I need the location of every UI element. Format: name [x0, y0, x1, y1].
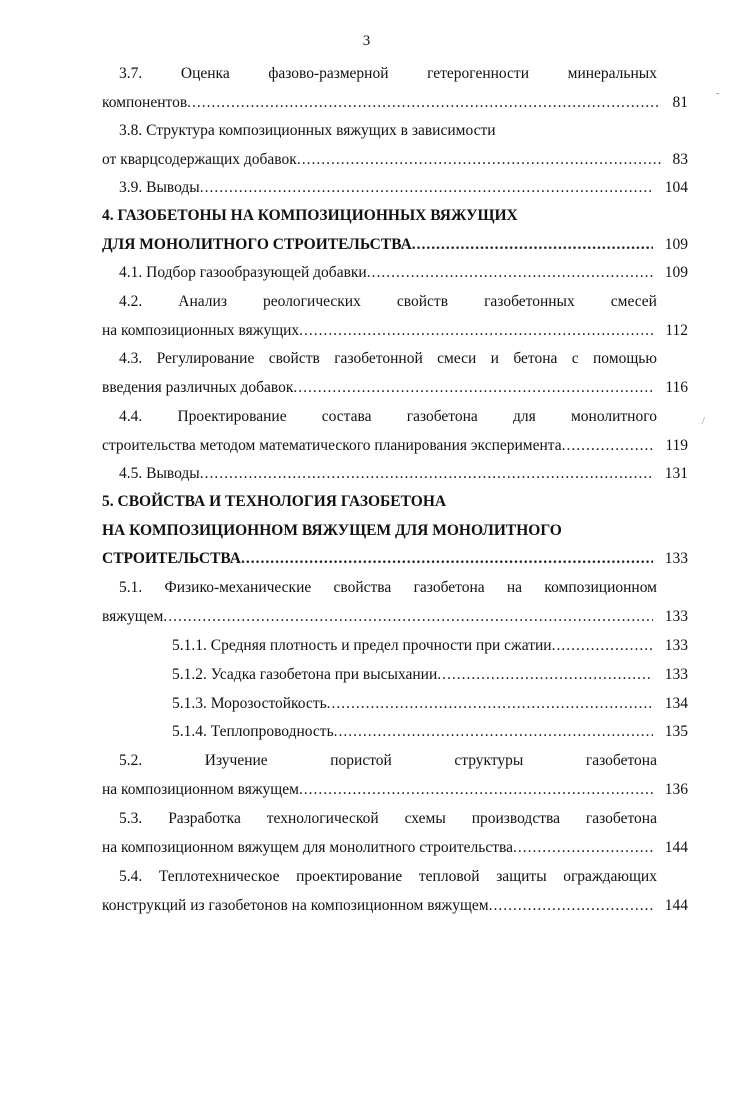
toc-entry-3-7-line2: компонентов ..... 81 — [102, 92, 688, 114]
toc-entry-5-4-line2: конструкций из газобетонов на композиционном вяжущем ..... 144 — [102, 895, 688, 917]
toc-entry-5-1-line2: вяжущем ..... 133 — [102, 606, 688, 628]
page-ref: 135 — [664, 723, 688, 740]
page-ref: 134 — [664, 695, 688, 712]
page-ref: 112 — [665, 322, 688, 339]
toc-entry-5-4-line1: 5.4. Теплотехническое проектирование тепловой защиты ограждающих — [119, 868, 657, 885]
chapter-5-title-line3: СТРОИТЕЛЬСТВА ..... 133 — [102, 548, 688, 570]
chapter-5-title-line1: 5. СВОЙСТВА И ТЕХНОЛОГИЯ ГАЗОБЕТОНА — [102, 493, 447, 510]
toc-entry-4-2-line2: на композиционных вяжущих ..... 112 — [102, 320, 688, 342]
page-ref: 116 — [665, 379, 688, 396]
toc-entry-5-3-line2: на композиционном вяжущем для монолитного строительства ..... 144 — [102, 837, 688, 859]
toc-entry-3-8-line1: 3.8. Структура композиционных вяжущих в зависимости — [119, 122, 496, 139]
page-ref: 119 — [665, 437, 688, 454]
chapter-4-title-line1: 4. ГАЗОБЕТОНЫ НА КОМПОЗИЦИОННЫХ ВЯЖУЩИХ — [102, 207, 518, 224]
toc-entry-3-7-line1: 3.7. Оценка фазово-размерной гетерогенности минеральных — [119, 65, 657, 82]
toc-entry-4-4-line1: 4.4. Проектирование состава газобетона для монолитного — [119, 408, 657, 425]
toc-entry-4-3-line1: 4.3. Регулирование свойств газобетонной смеси и бетона с помощью — [119, 350, 657, 367]
toc-entry-5-1-1: 5.1.1. Средняя плотность и предел прочности при сжатии ..... 133 — [172, 635, 688, 657]
toc-entry-3-8-line2: от кварцсодержащих добавок ..... 83 — [102, 149, 688, 171]
page-ref: 109 — [664, 236, 688, 253]
page-ref: 136 — [664, 781, 688, 798]
scan-speck: - — [716, 88, 720, 99]
page-ref: 133 — [664, 666, 688, 683]
toc-entry-4-1: 4.1. Подбор газообразующей добавки ..... 109 — [119, 262, 688, 284]
toc-entry-5-1-3: 5.1.3. Морозостойкость ..... 134 — [172, 693, 688, 715]
chapter-5-title-line2: НА КОМПОЗИЦИОННОМ ВЯЖУЩЕМ ДЛЯ МОНОЛИТНОГО — [102, 522, 562, 539]
toc-entry-4-2-line1: 4.2. Анализ реологических свойств газобетонных смесей — [119, 293, 657, 310]
page-ref: 131 — [664, 465, 688, 482]
toc-entry-5-3-line1: 5.3. Разработка технологической схемы производства газобетона — [119, 810, 657, 827]
page-ref: 144 — [664, 839, 688, 856]
page-ref: 133 — [664, 608, 688, 625]
page-ref: 104 — [664, 179, 688, 196]
chapter-4-title-line2: ДЛЯ МОНОЛИТНОГО СТРОИТЕЛЬСТВА ..... 109 — [102, 234, 688, 256]
toc-entry-5-1-2: 5.1.2. Усадка газобетона при высыхании ..... 133 — [172, 664, 688, 686]
page-number: 3 — [362, 33, 371, 49]
toc-entry-5-1-line1: 5.1. Физико-механические свойства газобетона на композиционном — [119, 579, 657, 596]
page-ref: 83 — [672, 151, 688, 168]
page-ref: 81 — [672, 94, 688, 111]
toc-entry-4-4-line2: строительства методом математического планирования эксперимента ..... 119 — [102, 435, 688, 457]
page-ref: 133 — [664, 637, 688, 654]
toc-entry-5-2-line1: 5.2. Изучение пористой структуры газобетона — [119, 752, 657, 769]
scan-speck: / — [702, 416, 705, 427]
toc-entry-5-1-4: 5.1.4. Теплопроводность ..... 135 — [172, 721, 688, 743]
page-ref: 144 — [664, 897, 688, 914]
toc-entry-3-9: 3.9. Выводы ..... 104 — [119, 177, 688, 199]
page-ref: 109 — [664, 264, 688, 281]
toc-entry-4-3-line2: введения различных добавок ..... 116 — [102, 377, 688, 399]
toc-entry-4-5: 4.5. Выводы ..... 131 — [119, 463, 688, 485]
page-ref: 133 — [664, 550, 688, 567]
toc-entry-5-2-line2: на композиционном вяжущем ..... 136 — [102, 779, 688, 801]
